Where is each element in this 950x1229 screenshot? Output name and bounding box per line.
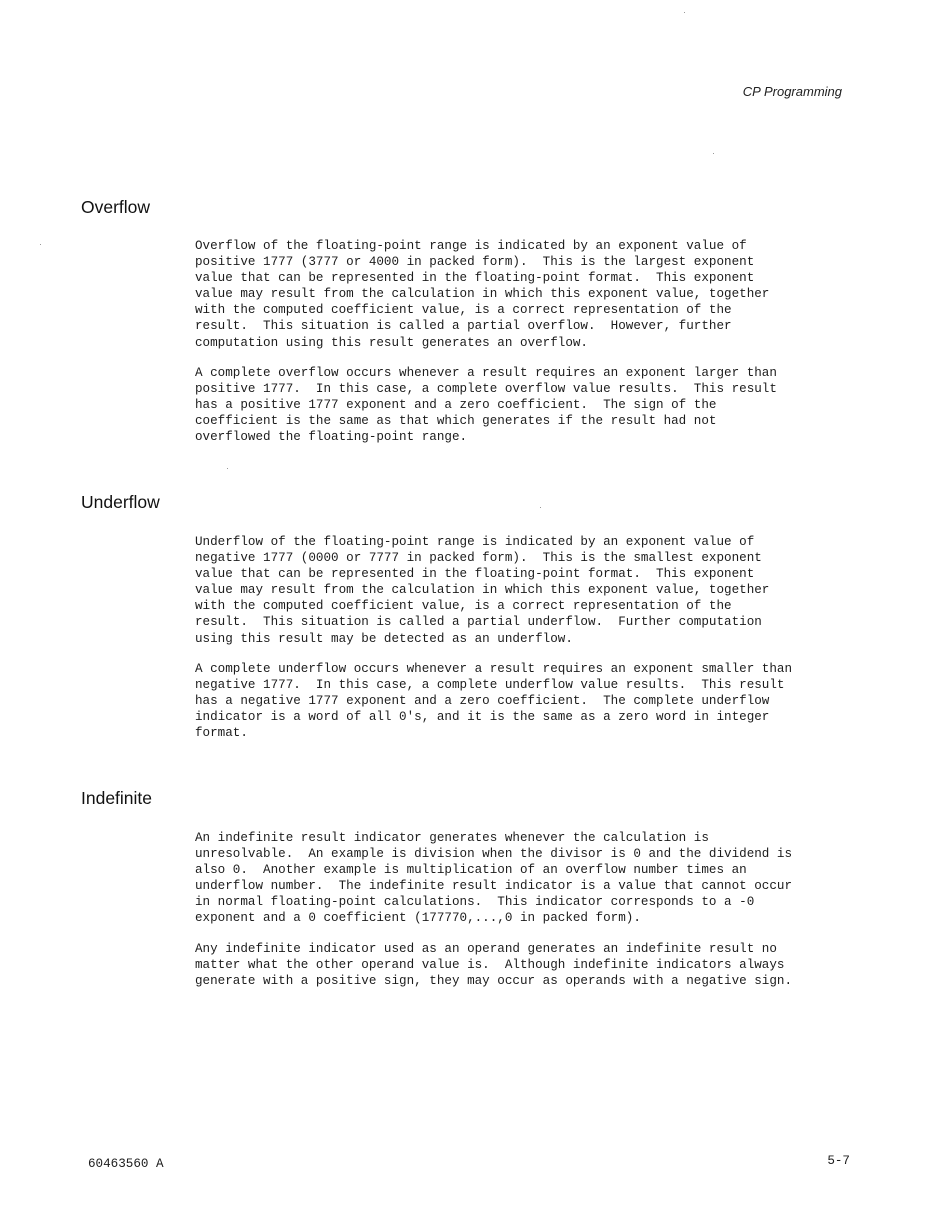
scan-speck <box>40 244 41 245</box>
running-header: CP Programming <box>742 84 842 99</box>
section-body-indefinite <box>195 830 855 1003</box>
paragraph: A complete underflow occurs whenever a result requires an exponent smaller than negative 1777. In this case, a complete underflow value results. This result has a negative 1777 exponent and a zero coefficient. The complete underflow indicator is a word of all 0's, and it is the same as a zero word in integer format. <box>195 661 793 741</box>
paragraph: An indefinite result indicator generates whenever the calculation is unresolvable. An example is division when the divisor is 0 and the dividend is also 0. Another example is multiplication of an overflow number times an underflow number. The indefinite result indicator is a value that cannot occur in normal floating-point calculations. This indicator corresponds to a -0 exponent and a 0 coefficient (177770,...,0 in packed form). <box>195 831 793 926</box>
paragraph: Any indefinite indicator used as an operand generates an indefinite result no matter what the other operand value is. Although indefinite indicators always generate with a positive sign, they may occur as operands with a negative sign. <box>195 941 793 988</box>
paragraph: Underflow of the floating-point range is indicated by an exponent value of negative 1777 (0000 or 7777 in packed form). This is the smallest exponent value that can be represented in the floating-point format. This exponent value may result from the calculation in which this exponent value, together with the computed coefficient value, is a correct representation of the result. This situation is called a partial underflow. Further computation using this result may be detected as an underflow. <box>195 535 770 646</box>
scan-speck <box>227 468 228 469</box>
paragraph: Overflow of the floating-point range is indicated by an exponent value of positive 1777 (3777 or 4000 in packed form). This is the largest exponent value that can be represented in the floating-point format. This exponent value may result from the calculation in which this exponent value, together with the computed coefficient value, is a correct representation of the result. This situation is called a partial overflow. However, further computation using this result generates an overflow. <box>195 239 770 350</box>
document-number: 60463560 A <box>88 1157 164 1171</box>
scan-speck <box>540 507 541 508</box>
paragraph: A complete overflow occurs whenever a result requires an exponent larger than positive 1777. In this case, a complete overflow value results. This result has a positive 1777 exponent and a zero coefficient. The sign of the coefficient is the same as that which generates if the result had not overflowed the floating-point range. <box>195 365 777 445</box>
section-body-underflow <box>195 534 855 755</box>
section-heading-overflow: Overflow <box>81 197 151 217</box>
section-heading-underflow: Underflow <box>81 492 160 512</box>
page-number: 5-7 <box>827 1154 850 1168</box>
scan-speck <box>684 12 685 13</box>
section-heading-indefinite: Indefinite <box>81 788 153 808</box>
scan-speck <box>713 153 714 154</box>
section-body-overflow <box>195 238 855 459</box>
